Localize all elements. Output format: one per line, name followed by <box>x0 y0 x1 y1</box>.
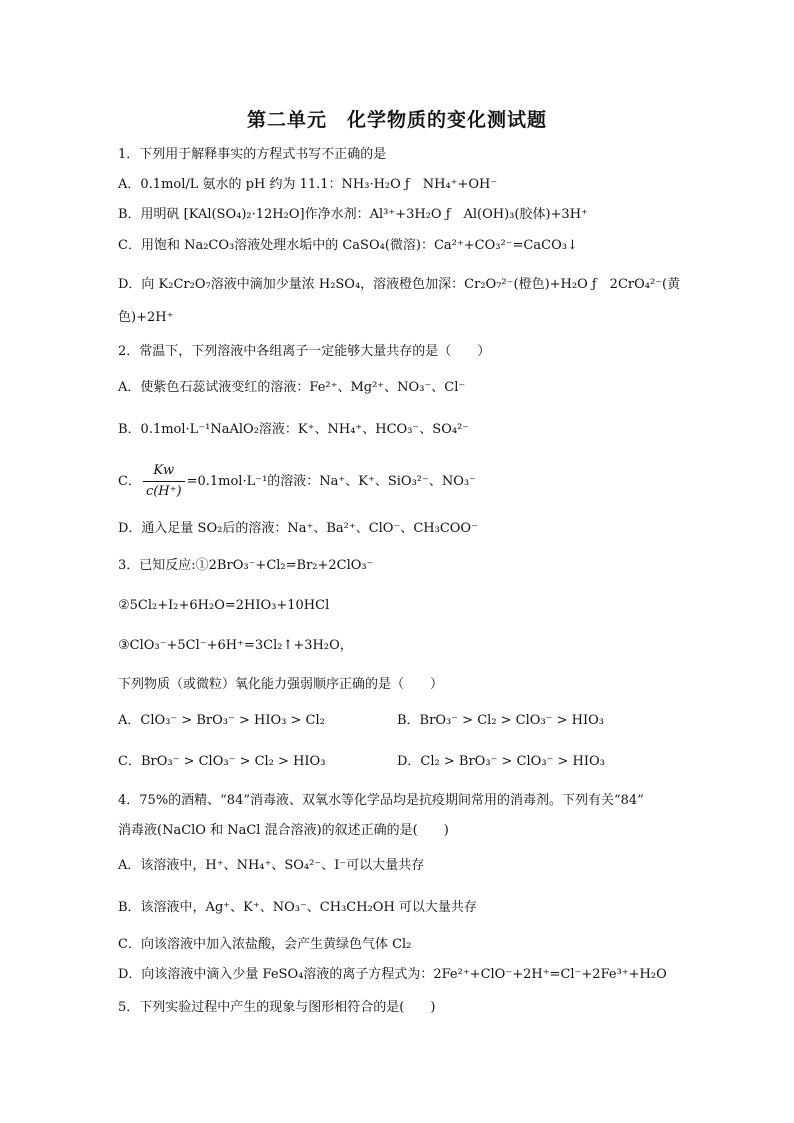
page-title: 第二单元 化学物质的变化测试题 <box>246 109 547 131</box>
q1-option-b: B．用明矾 [KAl(SO₄)₂·12H₂O]作净水剂：Al³⁺+3H₂O ƒ Al(OH)₃(胶体)+3H⁺ <box>118 207 588 222</box>
q2-option-c <box>118 461 684 502</box>
q4-stem-line1: 4．75%的酒精、“84”消毒液、双氧水等化学品均是抗疫期间常用的消毒剂。下列有关“84” <box>118 793 644 808</box>
q3-option-c: C．BrO₃⁻ > ClO₃⁻ > Cl₂ > HIO₃ <box>118 754 326 769</box>
q2-option-a: A．使紫色石蕊试液变红的溶液：Fe²⁺、Mg²⁺、NO₃⁻、Cl⁻ <box>118 380 466 395</box>
kw-fraction <box>143 461 185 502</box>
q4-stem-line2: 消毒液(NaClO 和 NaCl 混合溶液)的叙述正确的是( ) <box>118 823 449 838</box>
q3-option-a: A．ClO₃⁻ > BrO₃⁻ > HIO₃ > Cl₂ <box>118 713 325 728</box>
q3-ask: 下列物质（或微粒）氧化能力强弱顺序正确的是（ ） <box>118 677 444 692</box>
q1-option-a: A．0.1mol/L 氨水的 pH 约为 11.1：NH₃·H₂O ƒ NH₄⁺+OH⁻ <box>118 177 498 192</box>
q3-reaction-2: ②5Cl₂+I₂+6H₂O=2HIO₃+10HCl <box>118 598 330 613</box>
q3-stem: 3．已知反应:①2BrO₃⁻+Cl₂=Br₂+2ClO₃⁻ <box>118 558 374 573</box>
q2-option-c-prefix: C． <box>118 474 141 489</box>
q4-option-a: A．该溶液中，H⁺、NH₄⁺、SO₄²⁻、I⁻可以大量共存 <box>118 858 425 873</box>
fraction-denominator: c(H⁺) <box>145 484 182 499</box>
q2-stem: 2．常温下，下列溶液中各组离子一定能够大量共存的是（ ） <box>118 344 491 359</box>
q4-option-c: C．向该溶液中加入浓盐酸，会产生黄绿色气体 Cl₂ <box>118 937 412 952</box>
q3-option-b: B．BrO₃⁻ > Cl₂ > ClO₃⁻ > HIO₃ <box>397 713 605 728</box>
q1-stem: 1．下列用于解释事实的方程式书写不正确的是 <box>118 147 387 162</box>
q3-option-d: D．Cl₂ > BrO₃⁻ > ClO₃⁻ > HIO₃ <box>397 754 605 769</box>
q1-option-d: D．向 K₂Cr₂O₇溶液中滴加少量浓 H₂SO₄，溶液橙色加深：Cr₂O₇²⁻(橙色)+H₂O ƒ 2CrO₄²⁻(黄 <box>118 277 681 292</box>
q2-option-b: B．0.1mol·L⁻¹NaAlO₂溶液：K⁺、NH₄⁺、HCO₃⁻、SO₄²⁻ <box>118 422 470 437</box>
q3-reaction-3: ③ClO₃⁻+5Cl⁻+6H⁺=3Cl₂↑+3H₂O， <box>118 638 353 653</box>
fraction-numerator: Kw <box>143 461 185 482</box>
q4-option-b: B．该溶液中，Ag⁺、K⁺、NO₃⁻、CH₃CH₂OH 可以大量共存 <box>118 900 477 915</box>
q2-option-d: D．通入足量 SO₂后的溶液：Na⁺、Ba²⁺、ClO⁻、CH₃COO⁻ <box>118 521 478 536</box>
q5-stem: 5．下列实验过程中产生的现象与图形相符合的是( ) <box>118 1000 436 1015</box>
q1-option-d-cont: 色)+2H⁺ <box>118 310 174 325</box>
q2-option-c-rest: =0.1mol·L⁻¹的溶液：Na⁺、K⁺、SiO₃²⁻、NO₃⁻ <box>186 474 476 489</box>
q1-option-c: C．用饱和 Na₂CO₃溶液处理水垢中的 CaSO₄(微溶)：Ca²⁺+CO₃²⁻=CaCO₃↓ <box>118 238 578 253</box>
q4-option-d: D．向该溶液中滴入少量 FeSO₄溶液的离子方程式为：2Fe²⁺+ClO⁻+2H⁺=Cl⁻+2Fe³⁺+H₂O <box>118 967 667 982</box>
